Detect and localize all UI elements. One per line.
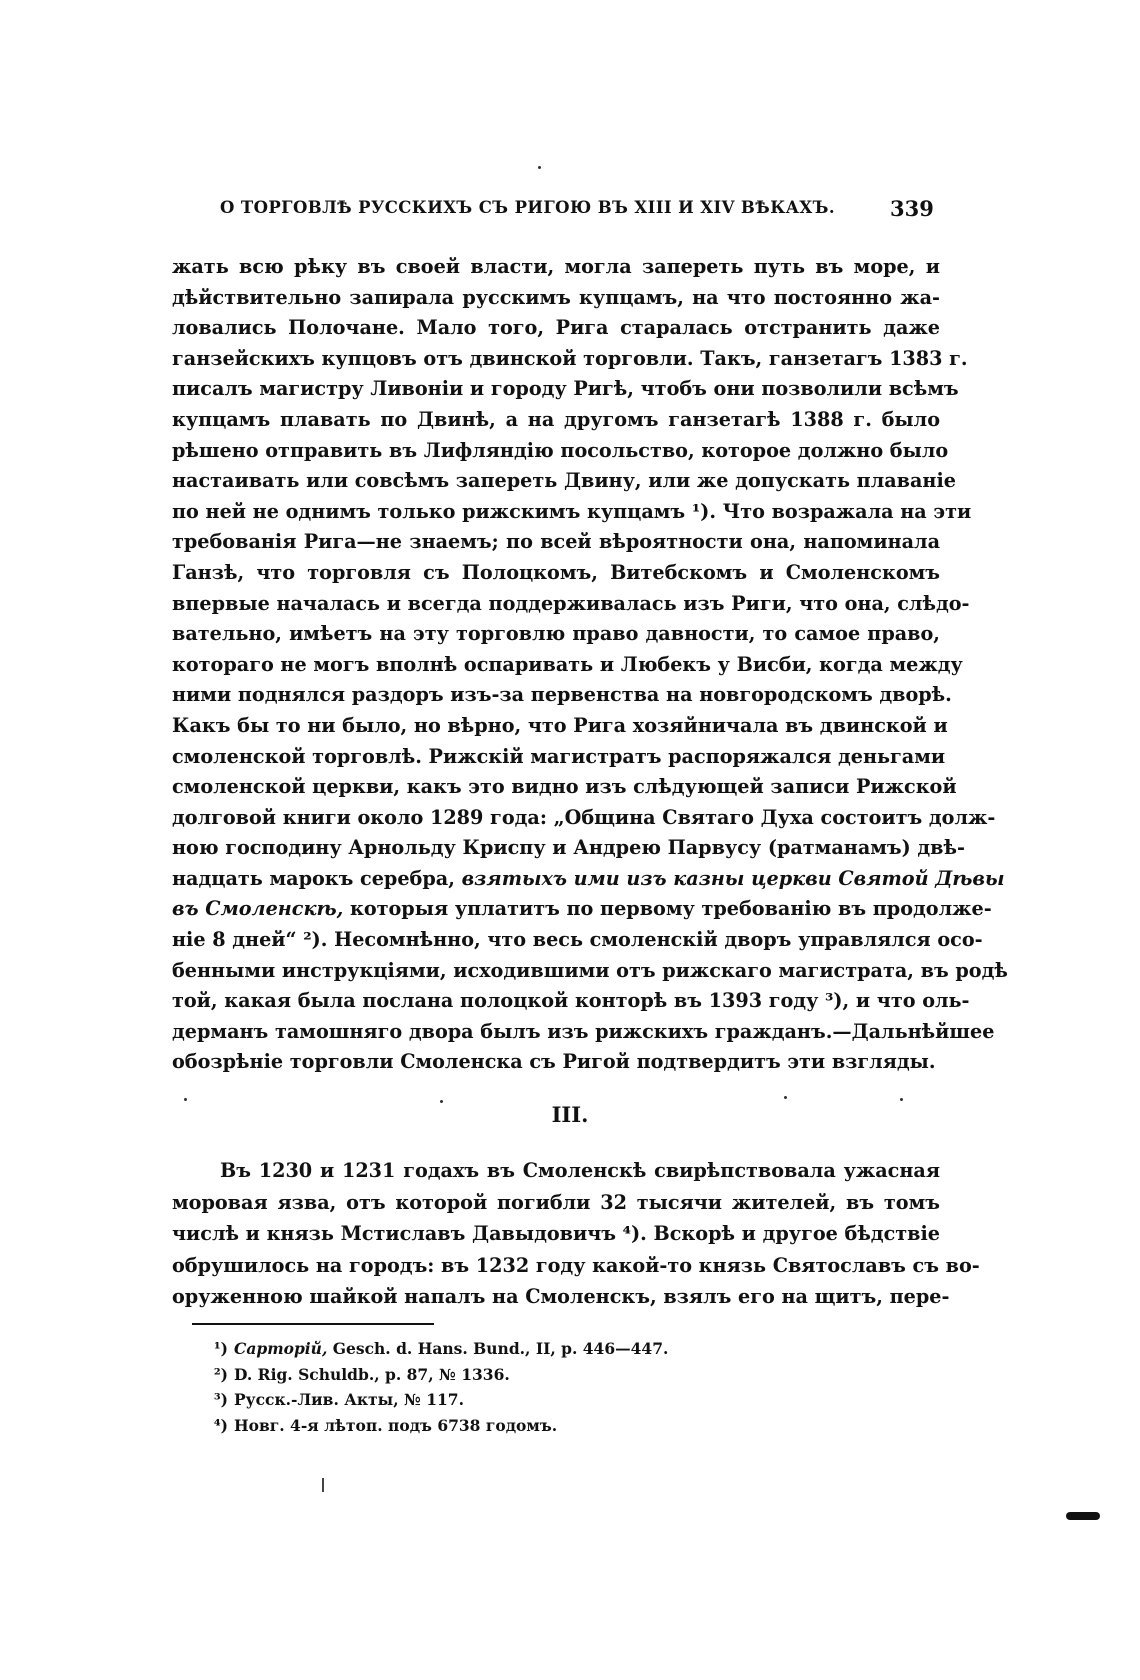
footnote-divider: [192, 1323, 434, 1325]
page-number: 339: [890, 196, 934, 221]
text-line: дерманъ тамошняго двора былъ изъ рижскихъ гражданъ.—Дальнѣйшее: [172, 1019, 995, 1043]
text-line: обрушилось на городъ: въ 1232 году какой-то князь Святославъ съ во-: [172, 1253, 980, 1277]
text-line-with-italic: [172, 894, 992, 925]
body-paragraph: [172, 252, 1008, 1078]
footnote-author: Сарторій,: [234, 1339, 328, 1358]
text-line: жать всю рѣку въ своей власти, могла запереть путь въ море, и: [172, 255, 940, 278]
scan-speck: [784, 1096, 787, 1099]
text-line: долговой книги около 1289 года: „Община Святаго Духа состоитъ долж-: [172, 805, 996, 829]
text-line: Въ 1230 и 1231 годахъ въ Смоленскѣ свирѣпствовала ужасная: [220, 1159, 940, 1182]
text-line: дѣйствительно запирала русскимъ купцамъ, на что постоянно жа-: [172, 285, 940, 309]
text-line: ними поднялся раздоръ изъ-за первенства на новгородскомъ дворѣ.: [172, 683, 952, 707]
text-segment: надцать марокъ серебра,: [172, 866, 455, 890]
text-line: бенными инструкціями, исходившими отъ рижскаго магистрата, въ родѣ: [172, 958, 1008, 982]
scan-tick: [322, 1478, 324, 1492]
text-line: настаивать или совсѣмъ запереть Двину, или же допускать плаваніе: [172, 469, 956, 493]
text-line: числѣ и князь Мстиславъ Давыдовичъ ⁴). Вскорѣ и другое бѣдствіе: [172, 1222, 940, 1245]
text-line: ловались Полочане. Мало того, Рига старалась отстранить даже: [172, 316, 940, 340]
footnote: [200, 1387, 900, 1413]
text-line: ніе 8 дней“ ²). Несомнѣнно, что весь смоленскій дворъ управлялся осо-: [172, 928, 983, 952]
footnotes: [200, 1336, 900, 1438]
text-line: Какъ бы то ни было, но вѣрно, что Рига хозяйничала въ двинской и: [172, 713, 948, 737]
text-line: Ганзѣ, что торговля съ Полоцкомъ, Витебскомъ и Смоленскомъ: [172, 560, 940, 584]
text-line: моровая язва, отъ которой погибли 32 тысячи жителей, въ томъ: [172, 1190, 940, 1214]
footnote-text: Gesch. d. Hans. Bund., II, p. 446—447.: [327, 1339, 669, 1358]
text-line: требованія Рига—не знаемъ; по всей вѣроятности она, напоминала: [172, 530, 940, 554]
text-line: ною господину Арнольду Криспу и Андрею Парвусу (ратманамъ) двѣ-: [172, 836, 965, 860]
italic-quote: въ Смоленскѣ,: [172, 897, 344, 921]
scan-edge-mark: [1066, 1512, 1100, 1520]
text-line: вательно, имѣетъ на эту торговлю право давности, то самое право,: [172, 622, 940, 646]
section-paragraph: [172, 1155, 980, 1313]
text-line: впервые началась и всегда поддерживалась изъ Риги, что она, слѣдо-: [172, 591, 970, 615]
footnote-text: Новг. 4-я лѣтоп. подъ 6738 годомъ.: [234, 1415, 558, 1435]
scan-speck: [900, 1098, 903, 1101]
scan-speck: [184, 1098, 187, 1101]
footnote: [200, 1362, 900, 1388]
text-line: по ней не однимъ только рижскимъ купцамъ ¹). Что возражала на эти: [172, 499, 972, 523]
scan-speck: [538, 166, 541, 169]
footnote-mark: ¹): [213, 1339, 228, 1358]
footnote-text: D. Rig. Schuldb., p. 87, № 1336.: [234, 1364, 510, 1384]
footnote-text: Русск.-Лив. Акты, № 117.: [234, 1390, 464, 1409]
text-line: рѣшено отправить въ Лифляндію посольство, которое должно было: [172, 438, 949, 462]
footnote-mark: ⁴): [213, 1415, 228, 1435]
text-line: ганзейскихъ купцовъ отъ двинской торговли. Такъ, ганзетагъ 1383 г.: [172, 346, 968, 370]
text-line: смоленской церкви, какъ это видно изъ слѣдующей записи Рижской: [172, 775, 957, 799]
running-title: О ТОРГОВЛѢ РУССКИХЪ СЪ РИГОЮ ВЪ XIII И XIV ВѢКАХЪ.: [220, 198, 835, 217]
footnote-mark: ³): [213, 1390, 228, 1409]
footnote: [200, 1336, 900, 1362]
section-heading: III.: [551, 1102, 589, 1127]
text-line: смоленской торговлѣ. Рижскій магистратъ распоряжался деньгами: [172, 744, 946, 768]
text-line: обозрѣніе торговли Смоленска съ Ригой подтвердитъ эти взгляды.: [172, 1050, 936, 1074]
text-line: писалъ магистру Ливоніи и городу Ригѣ, чтобъ они позволили всѣмъ: [172, 377, 959, 401]
text-line: котораго не могъ вполнѣ оспаривать и Любекъ у Висби, когда между: [172, 652, 963, 676]
text-segment: которыя уплатитъ по первому требованію въ продолже-: [349, 897, 992, 921]
text-line: той, какая была послана полоцкой конторѣ въ 1393 году ³), и что оль-: [172, 989, 970, 1013]
text-line: оруженною шайкой напалъ на Смоленскъ, взялъ его на щитъ, пере-: [172, 1285, 950, 1308]
italic-quote: взятыхъ ими изъ казны церкви Святой Дѣвы: [461, 866, 1005, 890]
text-line-with-italic: [172, 864, 1005, 895]
footnote-mark: ²): [213, 1364, 228, 1384]
text-line: купцамъ плавать по Двинѣ, а на другомъ ганзетагѣ 1388 г. было: [172, 407, 940, 431]
footnote: [200, 1413, 900, 1439]
